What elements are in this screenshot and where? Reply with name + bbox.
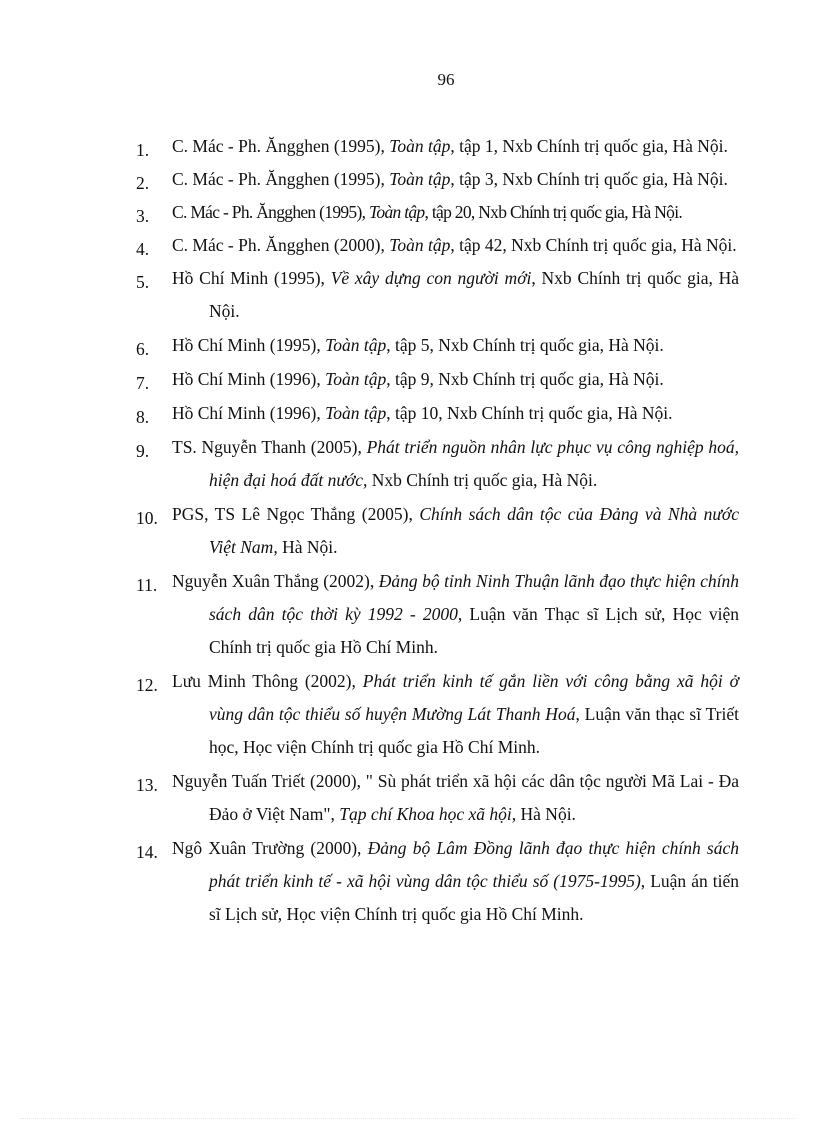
reference-item bbox=[136, 665, 739, 764]
reference-segment: , Nxb Chính trị quốc gia, Hà Nội. bbox=[209, 268, 740, 321]
reference-item bbox=[136, 329, 739, 362]
reference-segment: Hồ Chí Minh (1995), bbox=[172, 268, 331, 288]
reference-segment: , tập 1, Nxb Chính trị quốc gia, Hà Nội. bbox=[450, 136, 728, 156]
reference-segment: PGS, TS Lê Ngọc Thắng (2005), bbox=[172, 504, 420, 524]
reference-segment: TS. Nguyễn Thanh (2005), bbox=[172, 437, 367, 457]
reference-title: Toàn tập bbox=[368, 202, 425, 222]
reference-title: Phát triển kinh tế gắn liền với công bằng xã hội ở vùng dân tộc thiểu số huyện Mường Lát Thanh Hoá bbox=[209, 671, 739, 724]
reference-title: Toàn tập bbox=[389, 169, 451, 189]
reference-title: Chính sách dân tộc của Đảng và Nhà nước Việt Nam, bbox=[209, 504, 739, 557]
reference-text bbox=[172, 329, 739, 362]
reference-number: 8. bbox=[136, 407, 150, 427]
reference-text bbox=[172, 130, 739, 162]
reference-text bbox=[172, 832, 739, 931]
reference-segment: , tập 10, Nxb Chính trị quốc gia, Hà Nội. bbox=[386, 403, 673, 423]
reference-segment: Hồ Chí Minh (1996), bbox=[172, 369, 326, 389]
reference-item bbox=[136, 765, 739, 831]
reference-item bbox=[136, 431, 739, 497]
reference-number: 9. bbox=[136, 441, 150, 461]
reference-text bbox=[172, 262, 739, 328]
reference-segment: Nxb Chính trị quốc gia, Hà Nội. bbox=[367, 470, 598, 490]
reference-text bbox=[172, 565, 739, 664]
reference-segment: Nguyễn Xuân Thắng (2002), bbox=[172, 571, 379, 591]
reference-number: 7. bbox=[136, 373, 150, 393]
reference-segment: Hồ Chí Minh (1995), bbox=[172, 335, 326, 355]
reference-number: 13. bbox=[136, 775, 158, 795]
reference-segment: , tập 42, Nxb Chính trị quốc gia, Hà Nội. bbox=[450, 235, 737, 255]
reference-text bbox=[172, 498, 739, 564]
reference-title: Toàn tập bbox=[389, 235, 451, 255]
reference-segment: Hồ Chí Minh (1996), bbox=[172, 403, 326, 423]
reference-segment: C. Mác - Ph. Ăngghen (1995), bbox=[172, 169, 390, 189]
reference-text bbox=[172, 363, 739, 396]
reference-item bbox=[136, 832, 739, 931]
reference-number: 6. bbox=[136, 339, 150, 359]
reference-title: Toàn tập bbox=[325, 403, 387, 423]
reference-item bbox=[136, 163, 739, 195]
page-bottom-divider bbox=[20, 1118, 796, 1119]
reference-title: Phát triển nguồn nhân lực phục vụ công nghiệp hoá, hiện đại hoá đất nước, bbox=[209, 437, 739, 490]
reference-title: Toàn tập bbox=[325, 369, 387, 389]
reference-segment: , tập 9, Nxb Chính trị quốc gia, Hà Nội. bbox=[386, 369, 664, 389]
reference-segment: Ngô Xuân Trường (2000), bbox=[172, 838, 368, 858]
reference-title: Về xây dựng con người mới bbox=[330, 268, 532, 288]
reference-text bbox=[172, 431, 739, 497]
reference-number: 11. bbox=[136, 575, 158, 595]
reference-number: 1. bbox=[136, 140, 150, 160]
reference-number: 12. bbox=[136, 675, 158, 695]
reference-segment: , tập 5, Nxb Chính trị quốc gia, Hà Nội. bbox=[386, 335, 664, 355]
reference-text bbox=[172, 397, 739, 430]
reference-segment: C. Mác - Ph. Ăngghen (2000), bbox=[172, 235, 390, 255]
reference-text bbox=[172, 765, 739, 831]
reference-number: 4. bbox=[136, 239, 150, 259]
reference-number: 3. bbox=[136, 206, 150, 226]
reference-item bbox=[136, 196, 739, 228]
reference-title: Toàn tập bbox=[325, 335, 387, 355]
reference-text bbox=[172, 665, 739, 764]
reference-segment: Hà Nội. bbox=[277, 537, 338, 557]
reference-segment: C. Mác - Ph. Ăngghen (1995), bbox=[172, 136, 390, 156]
reference-title: Tạp chí Khoa học xã hội bbox=[339, 804, 512, 824]
reference-number: 10. bbox=[136, 508, 158, 528]
reference-segment: , Luận án tiến sĩ Lịch sử, Học viện Chính trị quốc gia Hồ Chí Minh. bbox=[209, 871, 740, 924]
reference-segment: , Luận văn Thạc sĩ Lịch sử, Học viện Chính trị quốc gia Hồ Chí Minh. bbox=[209, 604, 739, 657]
reference-text bbox=[172, 229, 739, 261]
reference-number: 2. bbox=[136, 173, 150, 193]
reference-segment: Lưu Minh Thông (2002), bbox=[172, 671, 363, 691]
reference-list bbox=[136, 130, 739, 932]
reference-item bbox=[136, 262, 739, 328]
reference-item bbox=[136, 130, 739, 162]
reference-title: Đảng bộ Lâm Đồng lãnh đạo thực hiện chính sách phát triển kinh tế - xã hội vùng dân tộc thiểu số (1975-1995) bbox=[209, 838, 739, 891]
reference-text bbox=[172, 163, 739, 195]
reference-segment: , Hà Nội. bbox=[511, 804, 576, 824]
reference-segment: , Luận văn thạc sĩ Triết học, Học viện Chính trị quốc gia Hồ Chí Minh. bbox=[209, 704, 739, 757]
reference-number: 14. bbox=[136, 842, 158, 862]
reference-text bbox=[172, 196, 739, 228]
reference-segment: C. Mác - Ph. Ăngghen (1995), bbox=[172, 202, 369, 222]
reference-item bbox=[136, 498, 739, 564]
reference-segment: , tập 20, Nxb Chính trị quốc gia, Hà Nội. bbox=[424, 202, 683, 222]
reference-title: Toàn tập bbox=[389, 136, 451, 156]
reference-number: 5. bbox=[136, 272, 150, 292]
page-number: 96 bbox=[437, 70, 455, 89]
reference-item bbox=[136, 565, 739, 664]
reference-item bbox=[136, 363, 739, 396]
reference-title: Đảng bộ tỉnh Ninh Thuận lãnh đạo thực hiện chính sách dân tộc thời kỳ 1992 - 2000 bbox=[209, 571, 739, 624]
reference-segment: Nguyễn Tuấn Triết (2000), " Sù phát triển xã hội các dân tộc người Mã Lai - Đa Đảo ở Việt Nam", bbox=[172, 771, 739, 824]
reference-item bbox=[136, 229, 739, 261]
reference-segment: , tập 3, Nxb Chính trị quốc gia, Hà Nội. bbox=[450, 169, 728, 189]
reference-item bbox=[136, 397, 739, 430]
